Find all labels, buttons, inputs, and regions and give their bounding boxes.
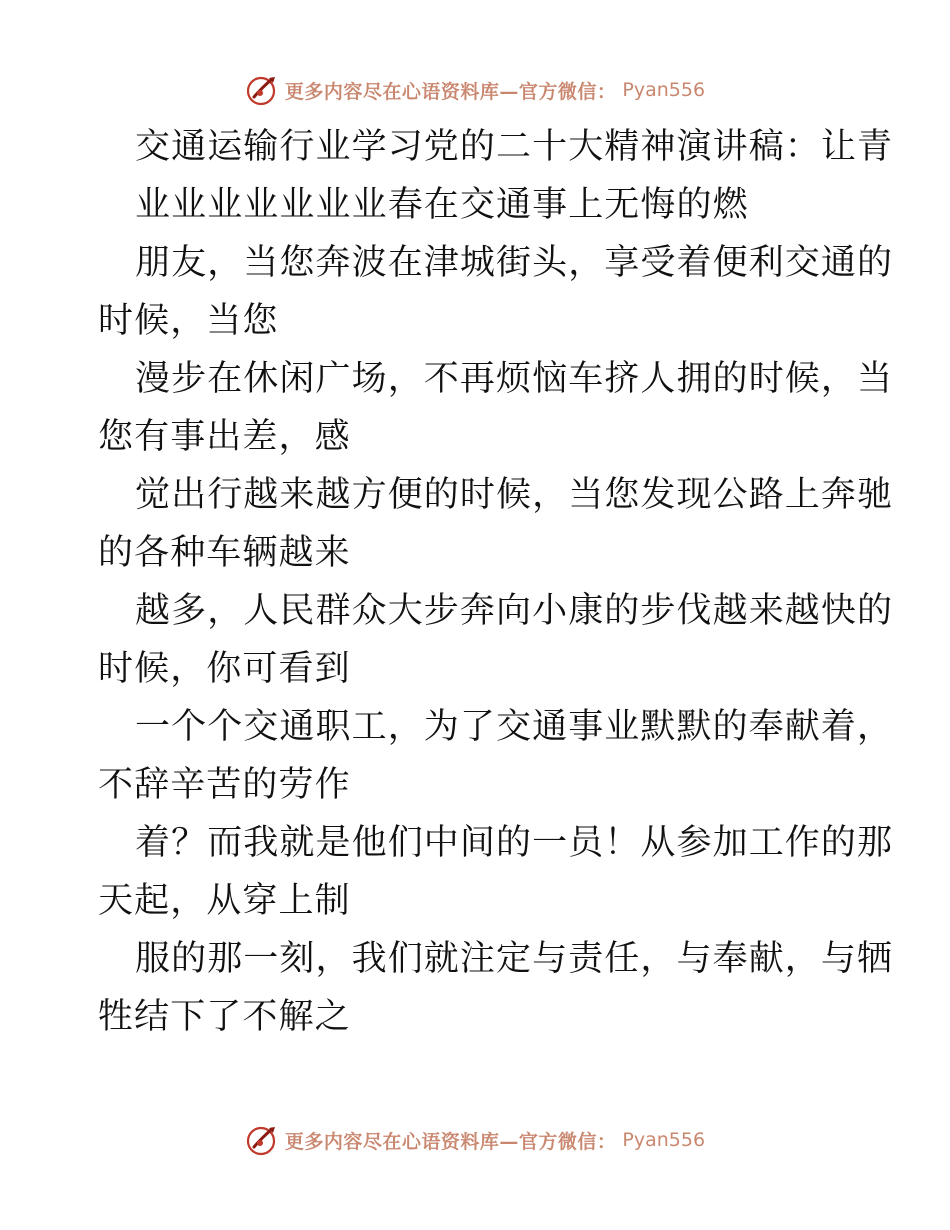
pen-logo-icon <box>245 1123 279 1157</box>
paragraph-line: 朋友，当您奔波在津城街头，享受着便利交通的 <box>135 243 894 283</box>
paragraph-line: 天起，从穿上制 <box>98 881 351 921</box>
paragraph-line: 的各种车辆越来 <box>98 533 351 573</box>
paragraph-line: 着？而我就是他们中间的一员！从参加工作的那 <box>135 823 894 863</box>
paragraph-line: 牲结下了不解之 <box>98 997 351 1037</box>
watermark-wechat-id: Pyan556 <box>622 1129 706 1151</box>
paragraph-line: 时候，你可看到 <box>98 649 351 689</box>
paragraph-line: 一个个交通职工，为了交通事业默默的奉献着， <box>135 707 894 747</box>
watermark-wechat-id: Pyan556 <box>622 79 706 101</box>
title-line-1: 交通运输行业学习党的二十大精神演讲稿：让青 <box>135 127 894 167</box>
paragraph-line: 不辞辛苦的劳作 <box>98 765 351 805</box>
paragraph-line: 服的那一刻，我们就注定与责任，与奉献，与牺 <box>135 939 894 979</box>
paragraph-line: 您有事出差，感 <box>98 417 351 457</box>
paragraph-line: 漫步在休闲广场，不再烦恼车挤人拥的时候，当 <box>135 359 894 399</box>
pen-logo-icon <box>245 73 279 107</box>
paragraph-line: 觉出行越来越方便的时候，当您发现公路上奔驰 <box>135 475 894 515</box>
watermark-text: 更多内容尽在心语资料库—官方微信： <box>284 80 617 103</box>
title-line-2: 业业业业业业业春在交通事上无悔的燃 <box>135 185 749 225</box>
watermark-header <box>0 70 950 110</box>
watermark-footer <box>0 1120 950 1160</box>
watermark-text: 更多内容尽在心语资料库—官方微信： <box>284 1130 617 1153</box>
paragraph-line: 越多，人民群众大步奔向小康的步伐越来越快的 <box>135 591 894 631</box>
paragraph-line: 时候，当您 <box>98 301 279 341</box>
